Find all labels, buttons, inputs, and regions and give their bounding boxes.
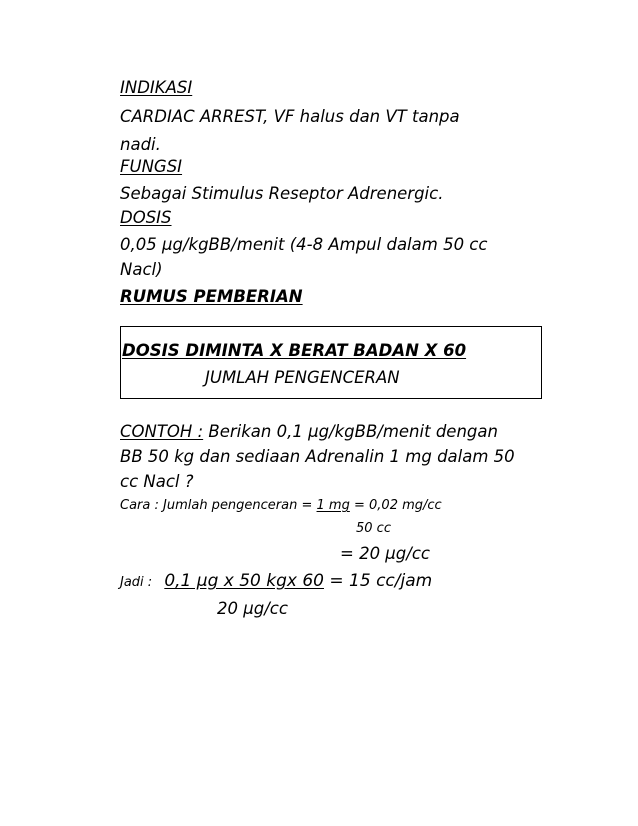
cara-prefix: Cara : Jumlah pengenceran =: [120, 498, 317, 513]
indikasi-heading: INDIKASI: [120, 78, 193, 97]
rumus-heading: RUMUS PEMBERIAN: [120, 287, 303, 306]
fungsi-heading: FUNGSI: [120, 157, 183, 176]
indikasi-line-2: nadi.: [120, 135, 161, 154]
jadi-line: [120, 569, 432, 593]
contoh-line-2: BB 50 kg dan sediaan Adrenalin 1 mg dalam 50: [120, 447, 515, 466]
dosis-line-2: Nacl): [120, 260, 163, 279]
cara-suffix: = 0,02 mg/cc: [349, 498, 442, 513]
cara-denominator: 50 cc: [356, 521, 391, 536]
contoh-line-1-text: Berikan 0,1 µg/kgBB/menit dengan: [203, 422, 498, 441]
dosis-heading: DOSIS: [120, 208, 172, 227]
formula-numerator: DOSIS DIMINTA X BERAT BADAN X 60: [122, 341, 467, 360]
contoh-label: CONTOH :: [120, 422, 204, 441]
cara-line: [120, 498, 442, 514]
contoh-line-3: cc Nacl ?: [120, 472, 194, 491]
contoh-line-1: [120, 422, 498, 442]
indikasi-line-1: CARDIAC ARREST, VF halus dan VT tanpa: [120, 107, 460, 126]
formula-denominator: JUMLAH PENGENCERAN: [205, 368, 400, 387]
jadi-result: = 15 cc/jam: [324, 571, 433, 591]
jadi-prefix: Jadi :: [120, 575, 157, 590]
cara-result: = 20 µg/cc: [340, 544, 430, 563]
jadi-denominator: 20 µg/cc: [217, 599, 288, 618]
dosis-line-1: 0,05 µg/kgBB/menit (4-8 Ampul dalam 50 cc: [120, 235, 488, 254]
jadi-numerator: 0,1 µg x 50 kgx 60: [164, 571, 324, 591]
fungsi-text: Sebagai Stimulus Reseptor Adrenergic.: [120, 184, 444, 203]
cara-numerator: 1 mg: [316, 498, 350, 513]
formula-box: [120, 326, 542, 399]
